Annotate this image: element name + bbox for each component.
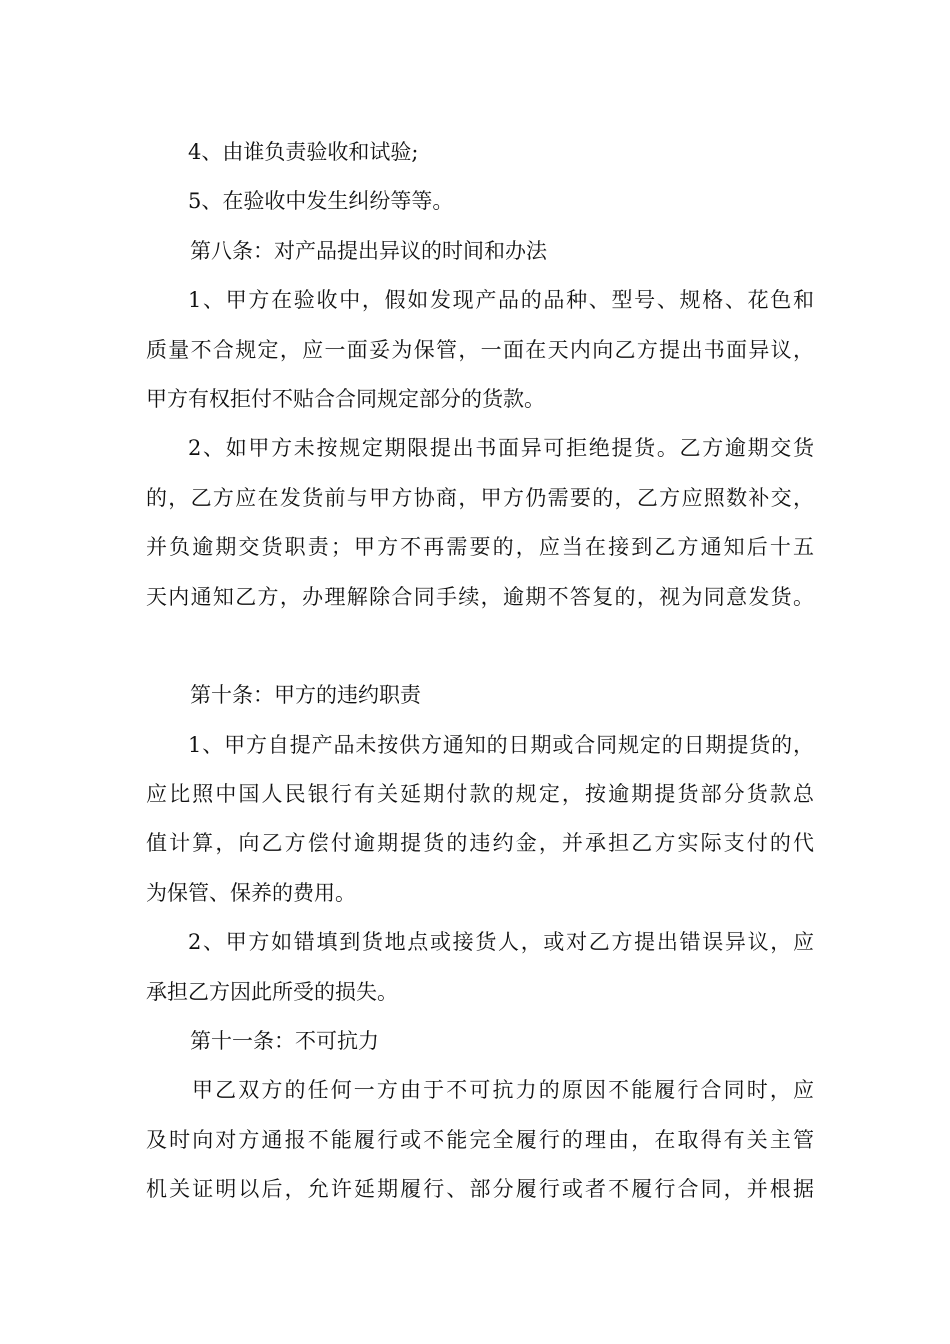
section-heading: 第十一条：不可抗力 (190, 1029, 379, 1054)
text-line: 应比照中国人民银行有关延期付款的规定，按逾期提货部分货款总 (146, 782, 814, 807)
text-line: 甲方有权拒付不贴合合同规定部分的货款。 (146, 386, 545, 411)
text-line: 及时向对方通报不能履行或不能完全履行的理由，在取得有关主管 (146, 1127, 814, 1152)
text-line: 的，乙方应在发货前与甲方协商，甲方仍需要的，乙方应照数补交， (146, 485, 814, 510)
paragraph-gap (146, 622, 814, 671)
text-line: 4、由谁负责验收和试验; (188, 140, 419, 164)
text-line: 质量不合规定，应一面妥为保管，一面在天内向乙方提出书面异议， (146, 337, 814, 362)
text-line: 为保管、保养的费用。 (146, 880, 356, 905)
text-line: 2、甲方如错填到货地点或接货人，或对乙方提出错误异议，应 (188, 930, 814, 955)
text-line: 甲乙双方的任何一方由于不可抗力的原因不能履行合同时，应 (192, 1078, 814, 1103)
text-line: 值计算，向乙方偿付逾期提货的违约金，并承担乙方实际支付的代 (146, 831, 814, 856)
text-line: 2、如甲方未按规定期限提出书面异可拒绝提货。乙方逾期交货 (188, 436, 814, 461)
section-heading: 第十条：甲方的违约职责 (190, 683, 421, 708)
text-line: 5、在验收中发生纠纷等等。 (188, 189, 454, 214)
document-page (146, 128, 814, 1215)
section-heading: 第八条：对产品提出异议的时间和办法 (190, 238, 547, 263)
text-line: 天内通知乙方，办理解除合同手续，逾期不答复的，视为同意发货。 (146, 584, 814, 609)
text-line: 承担乙方因此所受的损失。 (146, 979, 398, 1004)
text-line: 1、甲方自提产品未按供方通知的日期或合同规定的日期提货的， (188, 732, 814, 757)
text-line: 1、甲方在验收中，假如发现产品的品种、型号、规格、花色和 (188, 288, 814, 313)
text-line: 并负逾期交货职责；甲方不再需要的，应当在接到乙方通知后十五 (146, 535, 814, 560)
text-line: 机关证明以后，允许延期履行、部分履行或者不履行合同，并根据 (146, 1177, 814, 1202)
